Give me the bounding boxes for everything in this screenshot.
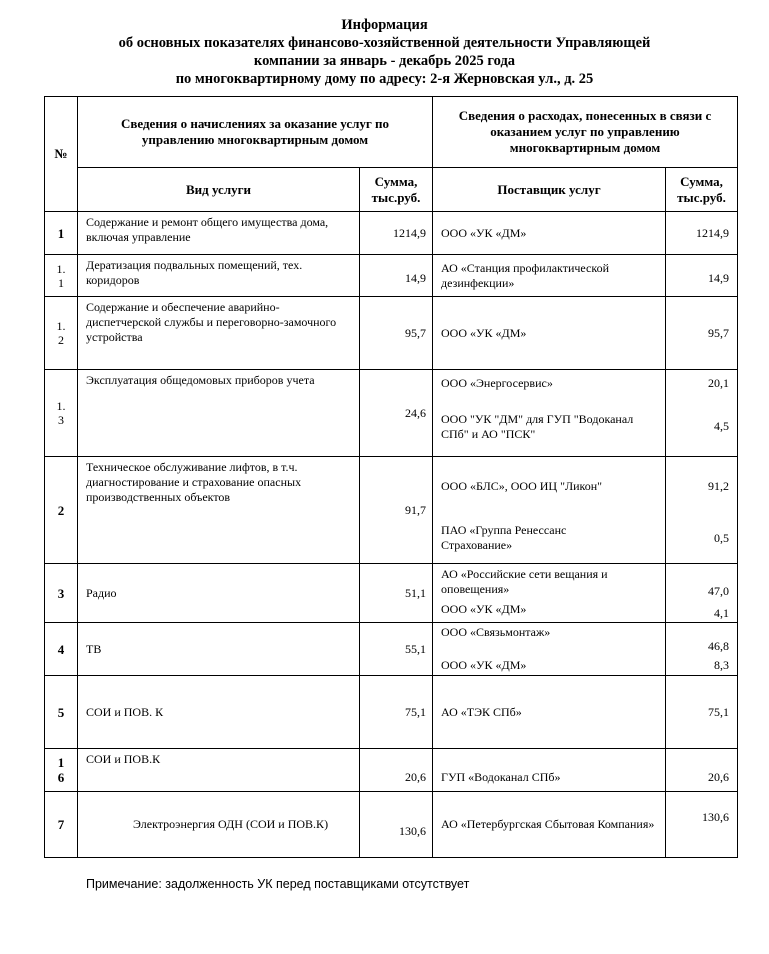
service-name: ТВ <box>78 623 360 676</box>
title-line-2: об основных показателях финансово-хозяйственной деятельности Управляющей <box>118 35 651 51</box>
provider-name: ООО «УК «ДМ» <box>433 297 666 370</box>
table-row <box>45 792 738 858</box>
row-number: 1. 1 <box>45 255 78 297</box>
table-row <box>45 457 738 564</box>
table-row <box>45 564 738 623</box>
provider-name: ПАО «Группа Ренессанс Страхование» <box>441 523 567 552</box>
row-number: 1. 2 <box>45 297 78 370</box>
table-row <box>45 255 738 297</box>
provider-name: ГУП «Водоканал СПб» <box>433 749 666 792</box>
service-name: Содержание и ремонт общего имущества дома, включая управление <box>78 212 360 255</box>
provider-amount-cell <box>666 564 738 623</box>
footnote: Примечание: задолженность УК перед поставщиками отсутствует <box>86 877 470 891</box>
provider-cell <box>433 564 666 623</box>
table-row <box>45 370 738 457</box>
provider-amount-cell <box>666 457 738 564</box>
service-amount: 1214,9 <box>360 212 433 255</box>
service-name: Содержание и обеспечение аварийно-диспетчерской службы и переговорно-замочного устройства <box>78 297 360 370</box>
table-row <box>45 212 738 255</box>
row-number: 1 6 <box>45 749 78 792</box>
provider-amount: 4,5 <box>714 419 730 433</box>
table-row <box>45 297 738 370</box>
service-name: Техническое обслуживание лифтов, в т.ч. диагностирование и страхование опасных производственных объектов <box>78 457 360 564</box>
provider-name: АО «Российские сети вещания и оповещения» <box>441 567 608 596</box>
header-group-row <box>45 97 738 168</box>
header-charges-group: Сведения о начислениях за оказание услуг по управлению многоквартирным домом <box>78 97 433 168</box>
service-name: Дератизация подвальных помещений, тех. коридоров <box>78 255 360 297</box>
row-number: 2 <box>45 457 78 564</box>
title-line-1: Информация <box>341 17 428 33</box>
header-amount-expenses: Сумма, тыс.руб. <box>666 168 738 212</box>
row-number: 1. 3 <box>45 370 78 457</box>
provider-amount: 91,2 <box>708 479 730 493</box>
provider-amount: 0,5 <box>714 531 730 545</box>
service-amount: 55,1 <box>360 623 433 676</box>
service-amount: 51,1 <box>360 564 433 623</box>
table-row <box>45 749 738 792</box>
service-amount: 75,1 <box>360 676 433 749</box>
provider-amount: 95,7 <box>666 297 738 370</box>
document-title <box>0 16 769 88</box>
provider-amount: 20,1 <box>708 376 730 390</box>
row-number: 7 <box>45 792 78 858</box>
provider-name: ООО «УК «ДМ» <box>433 212 666 255</box>
provider-name: ООО «УК «ДМ» <box>441 602 527 616</box>
provider-amount: 8,3 <box>714 658 730 672</box>
provider-name: АО «Станция профилактической дезинфекции» <box>433 255 666 297</box>
header-service-type: Вид услуги <box>78 168 360 212</box>
provider-amount: 4,1 <box>714 606 730 620</box>
service-name: Радио <box>78 564 360 623</box>
service-amount: 24,6 <box>360 370 433 457</box>
provider-amount: 130,6 <box>666 792 738 858</box>
provider-name: ООО «Связьмонтаж» <box>441 625 551 639</box>
report-table <box>44 96 738 858</box>
row-number: 4 <box>45 623 78 676</box>
service-amount: 14,9 <box>360 255 433 297</box>
header-columns-row <box>45 168 738 212</box>
provider-amount: 75,1 <box>666 676 738 749</box>
row-number: 1 <box>45 212 78 255</box>
service-amount: 91,7 <box>360 457 433 564</box>
table-row <box>45 676 738 749</box>
provider-name: ООО "УК "ДМ" для ГУП "Водоканал СПб" и АО "ПСК" <box>441 412 634 441</box>
service-amount: 20,6 <box>360 749 433 792</box>
row-number: 5 <box>45 676 78 749</box>
provider-name: АО «ТЭК СПб» <box>433 676 666 749</box>
service-name: СОИ и ПОВ.К <box>78 749 360 792</box>
provider-name: ООО «БЛС», ООО ИЦ "Ликон" <box>441 479 603 493</box>
service-name: Эксплуатация общедомовых приборов учета <box>78 370 360 457</box>
service-name: СОИ и ПОВ. К <box>78 676 360 749</box>
table-row <box>45 623 738 676</box>
provider-amount-cell <box>666 623 738 676</box>
provider-amount: 46,8 <box>708 639 730 653</box>
header-num: № <box>45 97 78 212</box>
header-amount-charges: Сумма, тыс.руб. <box>360 168 433 212</box>
title-line-3: компании за январь - декабрь 2025 года <box>253 53 516 69</box>
provider-cell <box>433 370 666 457</box>
provider-cell <box>433 457 666 564</box>
row-number: 3 <box>45 564 78 623</box>
title-line-4: по многоквартирному дому по адресу: 2-я Жерновская ул., д. 25 <box>175 71 594 87</box>
header-provider: Поставщик услуг <box>433 168 666 212</box>
provider-cell <box>433 623 666 676</box>
provider-amount: 14,9 <box>666 255 738 297</box>
provider-name: ООО «УК «ДМ» <box>441 658 527 672</box>
provider-name: АО «Петербургская Сбытовая Компания» <box>433 792 666 858</box>
provider-amount: 20,6 <box>666 749 738 792</box>
provider-name: ООО «Энергосервис» <box>441 376 553 390</box>
header-expenses-group: Сведения о расходах, понесенных в связи с оказанием услуг по управлению многоквартирным домом <box>433 97 738 168</box>
provider-amount-cell <box>666 370 738 457</box>
service-amount: 95,7 <box>360 297 433 370</box>
service-name: Электроэнергия ОДН (СОИ и ПОВ.К) <box>78 792 360 858</box>
provider-amount: 1214,9 <box>666 212 738 255</box>
service-amount: 130,6 <box>360 792 433 858</box>
provider-amount: 47,0 <box>708 584 730 598</box>
